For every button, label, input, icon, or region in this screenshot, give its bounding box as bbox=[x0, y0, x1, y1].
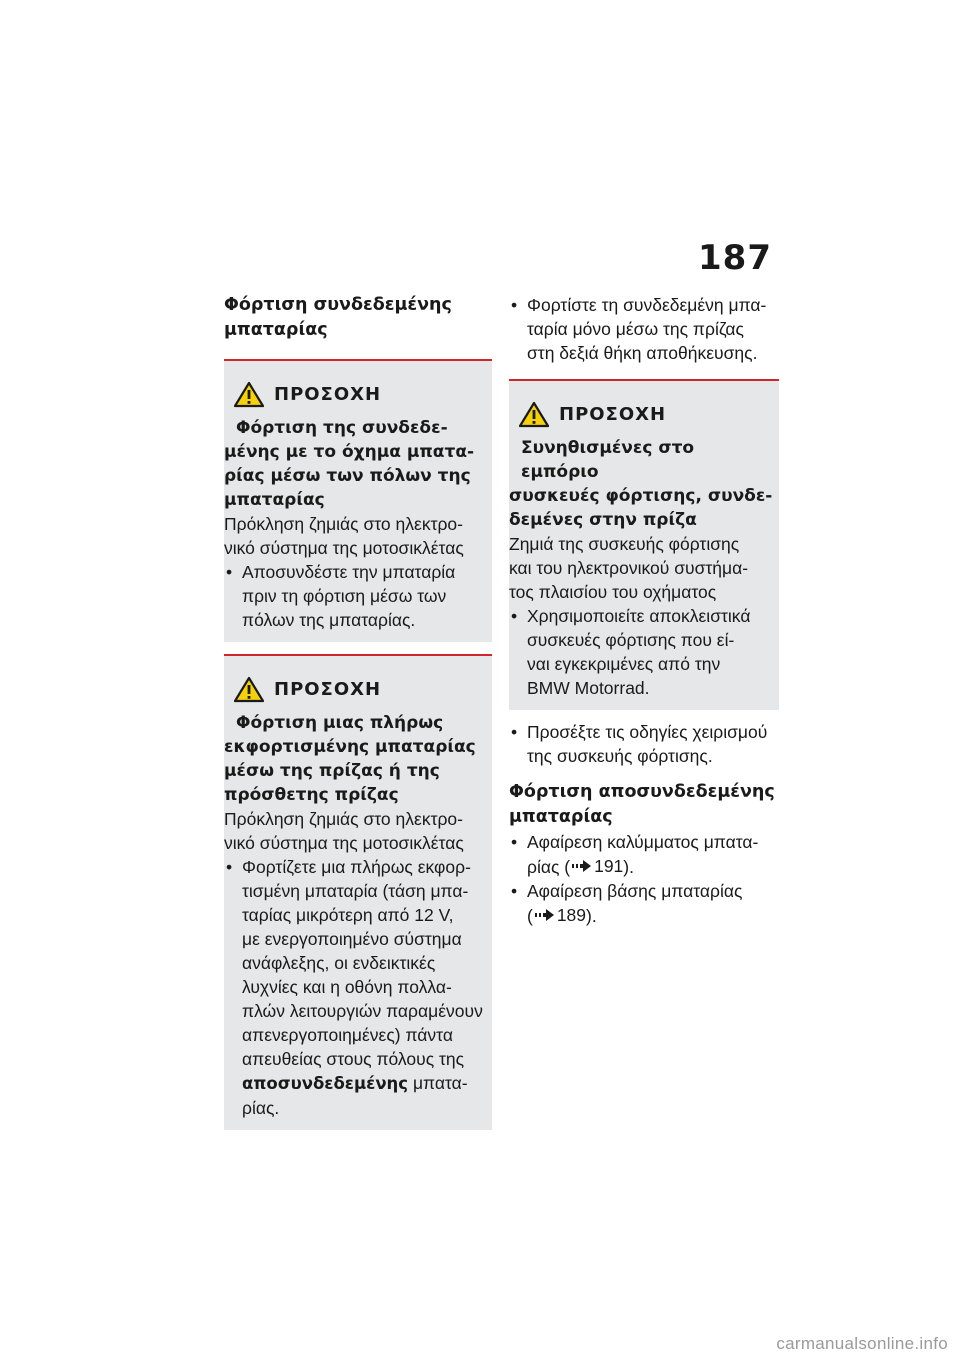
warning-triangle-icon bbox=[234, 381, 264, 408]
page-reference-link[interactable]: 191 bbox=[570, 854, 623, 878]
warning-bullet: • Φορτίζετε μια πλήρως εκφορ- τισμένη μπαταρία (τάση μπα- ταρίας μικρότερη από 12 V, με ενεργοποιημένο σύστημα ανάφλεξης, οι ενδεικτικές λυχνίες και η οθόνη πολλα- πλών λειτουργιών παραμένουν απενεργοποιημένες) πάντα απευθείας στους πόλους της αποσυνδεδεμένης μπατα- ρίας. bbox=[226, 857, 483, 1118]
page-reference-link[interactable]: 189 bbox=[533, 903, 586, 927]
instruction-bullet: • Φορτίστε τη συνδεδεμένη μπα- ταρία μόνο μέσω της πρίζας στη δεξιά θήκη αποθήκευσης. bbox=[511, 295, 767, 363]
warning-title: ΠΡΟΣΟΧΗ bbox=[559, 404, 667, 425]
warning-subject: Φόρτιση μιας πλήρως εκφορτισμένης μπαταρίας μέσω της πρίζας ή της πρόσθετης πρίζας bbox=[224, 713, 476, 805]
left-column bbox=[224, 293, 492, 1130]
warning-subject: Φόρτιση της συνδεδε- μένης με το όχημα μπατα- ρίας μέσω των πόλων της μπαταρίας bbox=[224, 418, 475, 510]
instruction-bullet: • Προσέξτε τις οδηγίες χειρισμού της συσκευής φόρτισης. bbox=[511, 722, 768, 766]
section-heading-connected-battery: Φόρτιση συνδεδεμένης μπαταρίας bbox=[224, 295, 452, 340]
warning-box-2 bbox=[224, 656, 492, 1130]
warning-box-1 bbox=[224, 361, 492, 642]
emphasis-text: αποσυνδεδεμένης bbox=[242, 1074, 409, 1093]
section-heading-disconnected-battery: Φόρτιση αποσυνδεδεμένης μπαταρίας bbox=[509, 782, 775, 827]
warning-bullet: • Αποσυνδέστε την μπαταρία πριν τη φόρτιση μέσω των πόλων της μπαταρίας. bbox=[226, 562, 456, 630]
page-number: 187 bbox=[698, 238, 772, 278]
page-ref-arrow-icon bbox=[535, 908, 555, 922]
warning-triangle-icon bbox=[234, 676, 264, 703]
warning-triangle-icon bbox=[519, 401, 549, 428]
warning-consequence: Ζημιά της συσκευής φόρτισης και του ηλεκτρονικού συστήμα- τος πλαισίου του οχήματος bbox=[509, 534, 749, 602]
instruction-bullet: • Αφαίρεση βάσης μπαταρίας ( 189 ). bbox=[511, 881, 743, 926]
warning-title: ΠΡΟΣΟΧΗ bbox=[274, 679, 382, 700]
warning-consequence: Πρόκληση ζημιάς στο ηλεκτρο- νικό σύστημα της μοτοσικλέτας bbox=[224, 809, 464, 853]
warning-consequence: Πρόκληση ζημιάς στο ηλεκτρο- νικό σύστημα της μοτοσικλέτας bbox=[224, 514, 464, 558]
warning-bullet: • Χρησιμοποιείτε αποκλειστικά συσκευές φόρτισης που εί- ναι εγκεκριμένες από την BMW Motorrad. bbox=[511, 606, 751, 698]
instruction-bullet: • Αφαίρεση καλύμματος μπατα- ρίας ( 191 ). bbox=[511, 832, 759, 877]
watermark: carmanualsonline.info bbox=[776, 1334, 948, 1353]
warning-subject: Συνηθισμένες στο εμπόριο συσκευές φόρτισης, συνδε- δεμένες στην πρίζα bbox=[509, 438, 773, 530]
page-ref-arrow-icon bbox=[572, 859, 592, 873]
warning-box-3 bbox=[509, 381, 779, 710]
right-column bbox=[509, 293, 779, 928]
warning-title: ΠΡΟΣΟΧΗ bbox=[274, 384, 382, 405]
